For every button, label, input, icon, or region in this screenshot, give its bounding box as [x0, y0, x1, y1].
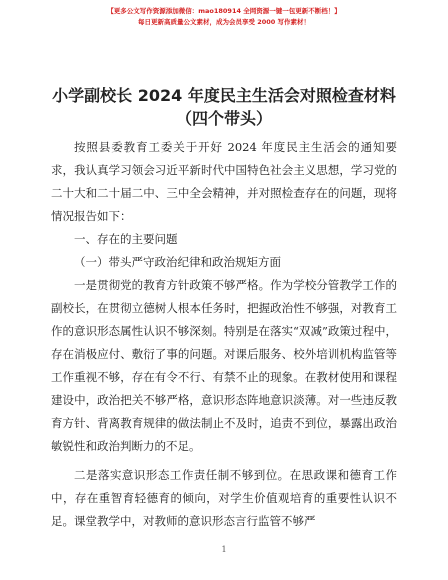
- document-body: [51, 136, 397, 533]
- intro-paragraph: 按照县委教育工委关于开好 2024 年度民主生活会的通知要求，我认真学习领会习近平新时代中国特色社会主义思想，学习党的二十大和二十届二中、三中全会精神，并对照检查存在的问题，现将情况报告如下：: [51, 140, 397, 223]
- promo-banner-line-1: 【更多公文写作资源添加微信：mao180914 全网资源一键一包更新不断档！】: [107, 7, 341, 15]
- title-line-1: 小学副校长 2024 年度民主生活会对照检查材料: [52, 86, 396, 105]
- promo-banner: [0, 6, 448, 28]
- title-line-2: （四个带头）: [175, 109, 272, 128]
- body-paragraph-2: 二是落实意识形态工作责任制不够到位。在思政课和德育工作中，存在重智育轻德育的倾向，对学生价值观培育的重要性认识不足。课堂教学中，对教师的意识形态言行监管不够严: [51, 468, 397, 528]
- body-paragraph-1: 一是贯彻党的教育方针政策不够严格。作为学校分管教学工作的副校长，在贯彻立德树人根本任务时，把握政治性不够强，对教育工作的意识形态属性认识不够深刻。特别是在落实“双减”政策过程中，存在消极应付、敷衍了事的问题。对课后服务、校外培训机构监管等工作重视不够，存在有令不行、有禁不止的现象。在教材使用和课程建设中，政治把关不够严格，意识形态阵地意识淡薄。对一些违反教育方针、背离教育规律的做法制止不及时，追责不到位，暴露出政治敏锐性和政治判断力的不足。: [51, 278, 397, 453]
- page-number: 1: [221, 545, 227, 554]
- section-heading: 一、存在的主要问题: [74, 232, 178, 246]
- document-title: [30, 84, 418, 130]
- promo-banner-line-2: 每日更新高质量公文素材，成为会员享受 2000 写作素材！: [137, 18, 311, 26]
- subsection-heading: （一）带头严守政治纪律和政治规矩方面: [74, 255, 281, 269]
